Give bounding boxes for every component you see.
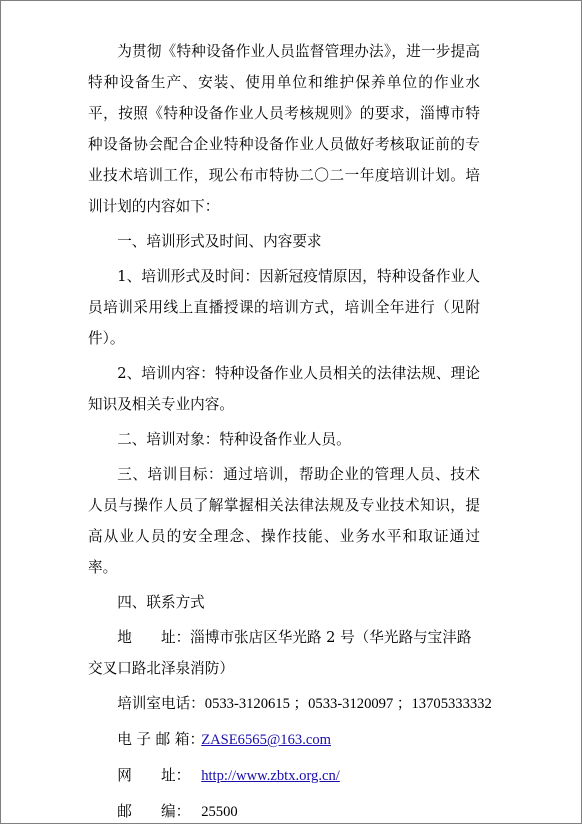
- intro-paragraph: 为贯彻《特种设备作业人员监督管理办法》，进一步提高特种设备生产、安装、使用单位和维护保养单位的作业水平，按照《特种设备作业人员考核规则》的要求，淄博市特种设备协会配合企业特种设备作业人员做好考核取证前的专业技术培训工作，现公布市特协二〇二一年度培训计划。培训计划的内容如下：: [88, 43, 480, 215]
- website-link[interactable]: http://www.zbtx.org.cn/: [201, 768, 340, 784]
- document-body: [88, 36, 492, 824]
- website-label: 网 址：: [117, 767, 191, 784]
- section-4-heading: 四、联系方式: [117, 594, 205, 611]
- phone-value: 0533-3120615 ；0533-3120097 ；13705333332: [204, 696, 492, 712]
- section-2-paragraph: 二、培训对象：特种设备作业人员。: [117, 431, 351, 448]
- contact-phone-row: [88, 688, 492, 720]
- contact-address-row: [88, 622, 480, 684]
- email-label: 电 子 邮 箱：: [117, 731, 205, 748]
- zip-label: 邮 编：: [117, 803, 191, 820]
- section-1-item-1: 1、培训形式及时间：因新冠疫情原因，特种设备作业人员培训采用线上直播授课的培训方式，培训全年进行（见附件）。: [88, 268, 480, 347]
- zip-value: 25500: [201, 804, 238, 820]
- email-link[interactable]: ZASE6565@163.com: [201, 732, 331, 748]
- section-1-heading: 一、培训形式及时间、内容要求: [117, 233, 322, 250]
- contact-website-row: [88, 760, 480, 792]
- contact-zip-row: [88, 796, 480, 824]
- section-3-paragraph: 三、培训目标：通过培训，帮助企业的管理人员、技术人员与操作人员了解掌握相关法律法规及专业技术知识，提高从业人员的安全理念、操作技能、业务水平和取证通过率。: [88, 466, 480, 576]
- address-label: 地 址：: [117, 629, 191, 646]
- contact-email-row: [88, 724, 480, 756]
- section-1-item-2: 2、培训内容：特种设备作业人员相关的法律法规、理论知识及相关专业内容。: [88, 365, 480, 413]
- phone-label: 培训室电话：: [117, 695, 205, 712]
- address-value: 淄博市张店区华光路 2 号（华光路与宝沣路交叉口路北泽泉消防）: [88, 629, 472, 677]
